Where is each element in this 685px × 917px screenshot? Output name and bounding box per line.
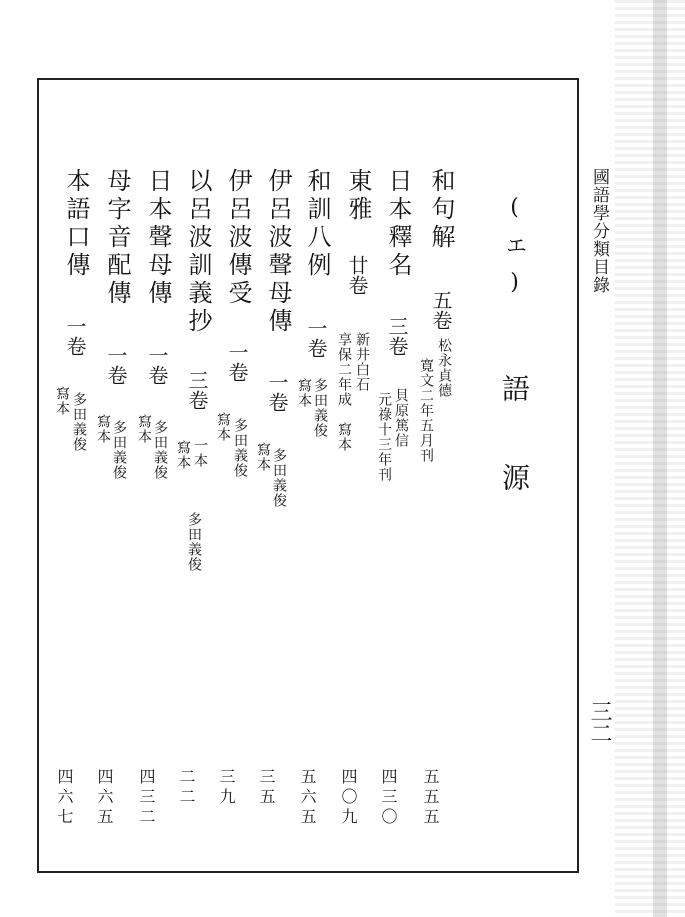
entry-volumes: 五卷 bbox=[429, 290, 453, 330]
entry-note-type: 寫本 bbox=[175, 440, 191, 470]
entry-title: 東雅 bbox=[344, 168, 372, 224]
entry-note-date: 元祿十三年刊 bbox=[376, 392, 392, 482]
entry-volumes: 一卷 bbox=[304, 318, 328, 358]
entry-note-author: 多田義俊 bbox=[186, 512, 202, 572]
section-heading bbox=[498, 195, 531, 505]
entry-title: 日本聲母傳 bbox=[144, 168, 172, 308]
page-binding-shadow bbox=[653, 0, 667, 917]
section-title: 語 源 bbox=[498, 374, 531, 505]
entry-note-variant: 一本 bbox=[192, 438, 208, 468]
entry-page: 五五五 bbox=[421, 768, 440, 828]
entry-page: 三五 bbox=[257, 768, 276, 808]
entry-note-author: 貝原篤信 bbox=[393, 388, 409, 448]
entry-page: 二二 bbox=[177, 768, 196, 808]
entry-title: 母字音配傳 bbox=[103, 168, 131, 308]
entry-note-author: 新井白石 bbox=[354, 332, 370, 392]
page-edge bbox=[615, 0, 685, 917]
entry-note-type: 寫本 bbox=[255, 442, 271, 472]
entry-page: 四〇九 bbox=[339, 768, 358, 828]
entry-volumes: 一卷 bbox=[225, 342, 249, 382]
entry-title: 和句解 bbox=[427, 168, 455, 252]
entry-volumes: 一卷 bbox=[265, 372, 289, 412]
entry-title: 和訓八例 bbox=[303, 168, 331, 280]
entry-volumes: 三卷 bbox=[185, 370, 209, 410]
entry-note-type: 寫本 bbox=[95, 414, 111, 444]
entry-note-author: 多田義俊 bbox=[232, 418, 248, 478]
entry-note-type: 寫本 bbox=[136, 414, 152, 444]
running-head: 國語學分類目錄 bbox=[589, 168, 609, 294]
entry-note-type: 寫本 bbox=[215, 412, 231, 442]
section-marker: (エ) bbox=[502, 195, 527, 309]
entry-volumes: 三卷 bbox=[385, 316, 409, 356]
entry-note-author: 多田義俊 bbox=[71, 392, 87, 452]
entry-note-type: 寫本 bbox=[54, 386, 70, 416]
entry-volumes: 一卷 bbox=[145, 345, 169, 385]
entry-note-author: 多田義俊 bbox=[111, 420, 127, 480]
entry-volumes: 一卷 bbox=[63, 316, 87, 356]
entry-note-type: 寫本 bbox=[296, 378, 312, 408]
entry-volumes: 一卷 bbox=[104, 345, 128, 385]
entry-page: 四三〇 bbox=[379, 768, 398, 828]
entry-title: 本語口傳 bbox=[62, 168, 90, 280]
entry-page: 五六五 bbox=[298, 768, 317, 828]
entry-title: 以呂波訓義抄 bbox=[184, 168, 212, 336]
entry-note-date: 寛文二年五月刊 bbox=[418, 358, 434, 463]
entry-volumes: 廿卷 bbox=[345, 255, 369, 295]
entry-title: 伊呂波傳受 bbox=[224, 168, 252, 308]
entry-note-author: 多田義俊 bbox=[152, 420, 168, 480]
entry-title: 日本釋名 bbox=[384, 168, 412, 280]
entry-note-author: 多田義俊 bbox=[312, 378, 328, 438]
entry-note-author: 多田義俊 bbox=[271, 448, 287, 508]
entry-note-date: 享保二年成 寫本 bbox=[336, 332, 352, 452]
entry-page: 四六七 bbox=[55, 768, 74, 828]
entry-note-author: 松永貞德 bbox=[436, 338, 452, 398]
entry-page: 四三二 bbox=[137, 768, 156, 828]
entry-title: 伊呂波聲母傳 bbox=[264, 168, 292, 336]
entry-page: 三九 bbox=[217, 768, 236, 808]
entry-page: 四六五 bbox=[95, 768, 114, 828]
folio-page-number: 三二 bbox=[587, 700, 612, 744]
